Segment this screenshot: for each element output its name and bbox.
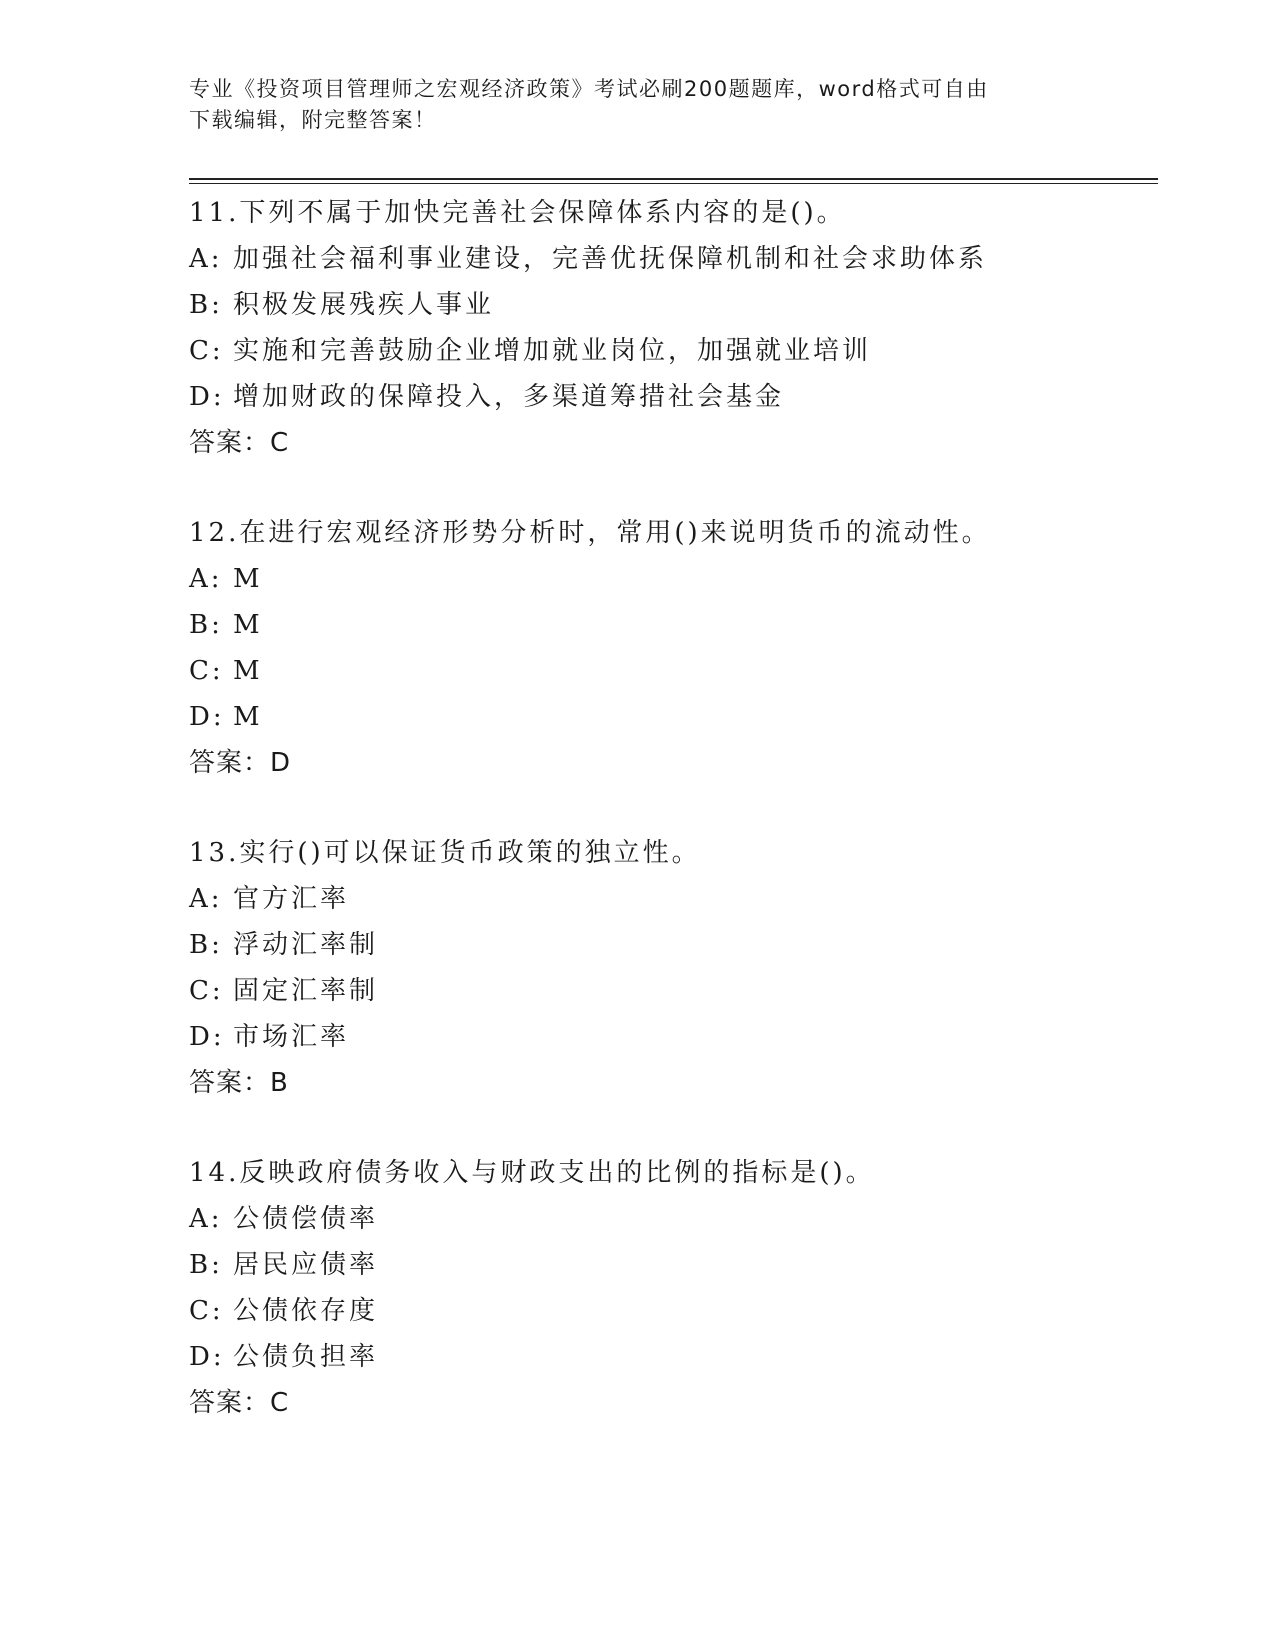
header-divider-thick [189, 178, 1158, 180]
question-stem: 12.在进行宏观经济形势分析时，常用()来说明货币的流动性。 [189, 518, 991, 548]
option-letter: B: [189, 290, 223, 320]
question-stem: 13.实行()可以保证货币政策的独立性。 [189, 838, 701, 868]
option-letter: A: [189, 564, 223, 594]
option-text: 居民应债率 [233, 1250, 379, 1280]
option-letter: A: [189, 884, 223, 914]
option-letter: A: [189, 244, 223, 274]
question-12 [189, 510, 1149, 786]
question-stem: 14.反映政府债务收入与财政支出的比例的指标是()。 [189, 1158, 875, 1188]
option-b [189, 1242, 1149, 1288]
option-letter: B: [189, 930, 223, 960]
option-c [189, 968, 1149, 1014]
question-11 [189, 190, 1149, 466]
option-letter: A: [189, 1204, 223, 1234]
option-letter: D: [189, 1022, 225, 1052]
option-d [189, 694, 1149, 740]
question-14 [189, 1150, 1149, 1426]
header-line-1: 专业《投资项目管理师之宏观经济政策》考试必刷200题题库，word格式可自由 [189, 77, 989, 101]
header-divider-thin [189, 183, 1158, 184]
question-stem: 11.下列不属于加快完善社会保障体系内容的是()。 [189, 198, 846, 228]
option-letter: B: [189, 610, 223, 640]
option-a [189, 236, 1149, 282]
option-letter: D: [189, 382, 225, 412]
option-text: 加强社会福利事业建设，完善优抚保障机制和社会求助体系 [233, 244, 988, 274]
option-text: M [233, 702, 263, 732]
option-c [189, 328, 1149, 374]
document-header [189, 74, 1089, 136]
option-b [189, 282, 1149, 328]
option-text: 固定汇率制 [233, 976, 379, 1006]
option-text: 公债负担率 [233, 1342, 379, 1372]
option-a [189, 876, 1149, 922]
option-text: 浮动汇率制 [233, 930, 379, 960]
answer-line: 答案：D [189, 748, 292, 778]
option-d [189, 374, 1149, 420]
header-line-2: 下载编辑，附完整答案！ [189, 108, 437, 132]
option-letter: B: [189, 1250, 223, 1280]
option-a [189, 556, 1149, 602]
option-a [189, 1196, 1149, 1242]
option-letter: C: [189, 336, 224, 366]
option-text: 市场汇率 [233, 1022, 350, 1052]
option-text: 积极发展残疾人事业 [233, 290, 495, 320]
option-letter: C: [189, 976, 224, 1006]
option-b [189, 922, 1149, 968]
option-letter: C: [189, 656, 224, 686]
option-text: 官方汇率 [233, 884, 350, 914]
answer-line: 答案：C [189, 428, 290, 458]
option-text: M [233, 656, 263, 686]
option-text: M [233, 610, 263, 640]
answer-line: 答案：C [189, 1388, 290, 1418]
question-list [189, 190, 1149, 1470]
option-c [189, 648, 1149, 694]
answer-line: 答案：B [189, 1068, 289, 1098]
option-letter: D: [189, 702, 225, 732]
option-d [189, 1014, 1149, 1060]
option-text: 实施和完善鼓励企业增加就业岗位，加强就业培训 [233, 336, 872, 366]
option-d [189, 1334, 1149, 1380]
option-c [189, 1288, 1149, 1334]
option-b [189, 602, 1149, 648]
option-letter: C: [189, 1296, 224, 1326]
option-text: 公债偿债率 [233, 1204, 379, 1234]
option-text: 公债依存度 [233, 1296, 379, 1326]
option-text: M [233, 564, 263, 594]
option-letter: D: [189, 1342, 225, 1372]
option-text: 增加财政的保障投入，多渠道筹措社会基金 [233, 382, 785, 412]
question-13 [189, 830, 1149, 1106]
